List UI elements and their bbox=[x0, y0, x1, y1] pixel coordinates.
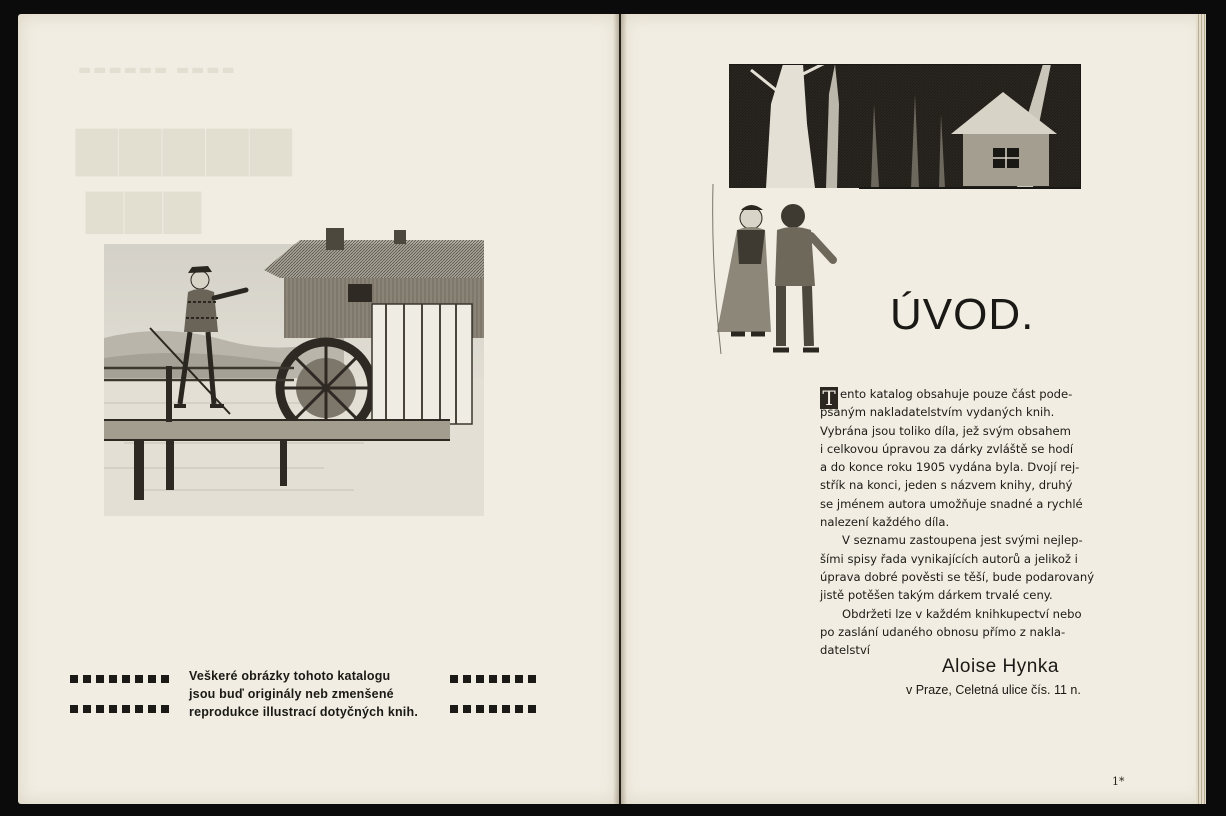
show-through-text: ▆▆▆▆▆ bbox=[76, 112, 294, 176]
show-through-text: ▆▆▆ bbox=[86, 178, 203, 234]
text-line: psaným nakladatelstvím vydaných knih. bbox=[820, 405, 1055, 420]
drop-cap: T bbox=[820, 387, 838, 409]
page-edges bbox=[1196, 14, 1206, 804]
text-line: šími spisy řada vynikajících autorů a jelikož i bbox=[820, 551, 1078, 566]
caption-line: reprodukce illustrací dotyčných knih. bbox=[189, 705, 418, 719]
text-line: po zaslání udaného obnosu přímo z nakla- bbox=[820, 624, 1066, 639]
text-line: Obdržeti lze v každém knihkupectví nebo bbox=[842, 606, 1082, 621]
text-line: nalezení každého díla. bbox=[820, 515, 950, 530]
illustration-note bbox=[70, 667, 530, 727]
text-line: úprava dobré pověsti se těší, bude podarovaný bbox=[820, 569, 1095, 584]
text-line: a do konce roku 1905 vydána byla. Dvojí rej- bbox=[820, 460, 1080, 475]
caption-line: jsou buď originály neb zmenšené bbox=[189, 687, 394, 701]
illustration-caption bbox=[189, 667, 418, 721]
text-line: V seznamu zastoupena jest svými nejlep- bbox=[842, 533, 1083, 548]
text-line: ento katalog obsahuje pouze část pode- bbox=[840, 387, 1073, 401]
intro-text bbox=[820, 385, 1100, 659]
text-line: střík na konci, jeden s názvem knihy, druhý bbox=[820, 478, 1073, 493]
publisher-name: Aloise Hynka bbox=[942, 656, 1059, 677]
page-title: ÚVOD. bbox=[890, 290, 1035, 339]
mill-illustration bbox=[104, 228, 484, 516]
text-line: datelství bbox=[820, 643, 871, 658]
page-number: 1* bbox=[1112, 775, 1125, 788]
text-line: se jménem autora umožňuje snadné a rychlé bbox=[820, 496, 1083, 511]
ornament-border-left bbox=[70, 675, 169, 713]
text-line: jistě potěšen takým dárkem trvalé ceny. bbox=[820, 588, 1053, 603]
text-line: Vybrána jsou toliko díla, jež svým obsahem bbox=[820, 423, 1071, 438]
text-line: i celkovou úpravou za dárky zvláště se hodí bbox=[820, 441, 1074, 456]
ornament-border-right bbox=[450, 675, 536, 713]
publisher-address: v Praze, Celetná ulice čís. 11 n. bbox=[906, 683, 1081, 697]
book-gutter bbox=[613, 14, 627, 804]
show-through-text: ▬▬▬▬▬▬ ▬▬▬▬ bbox=[78, 62, 237, 78]
caption-line: Veškeré obrázky tohoto katalogu bbox=[189, 669, 391, 683]
